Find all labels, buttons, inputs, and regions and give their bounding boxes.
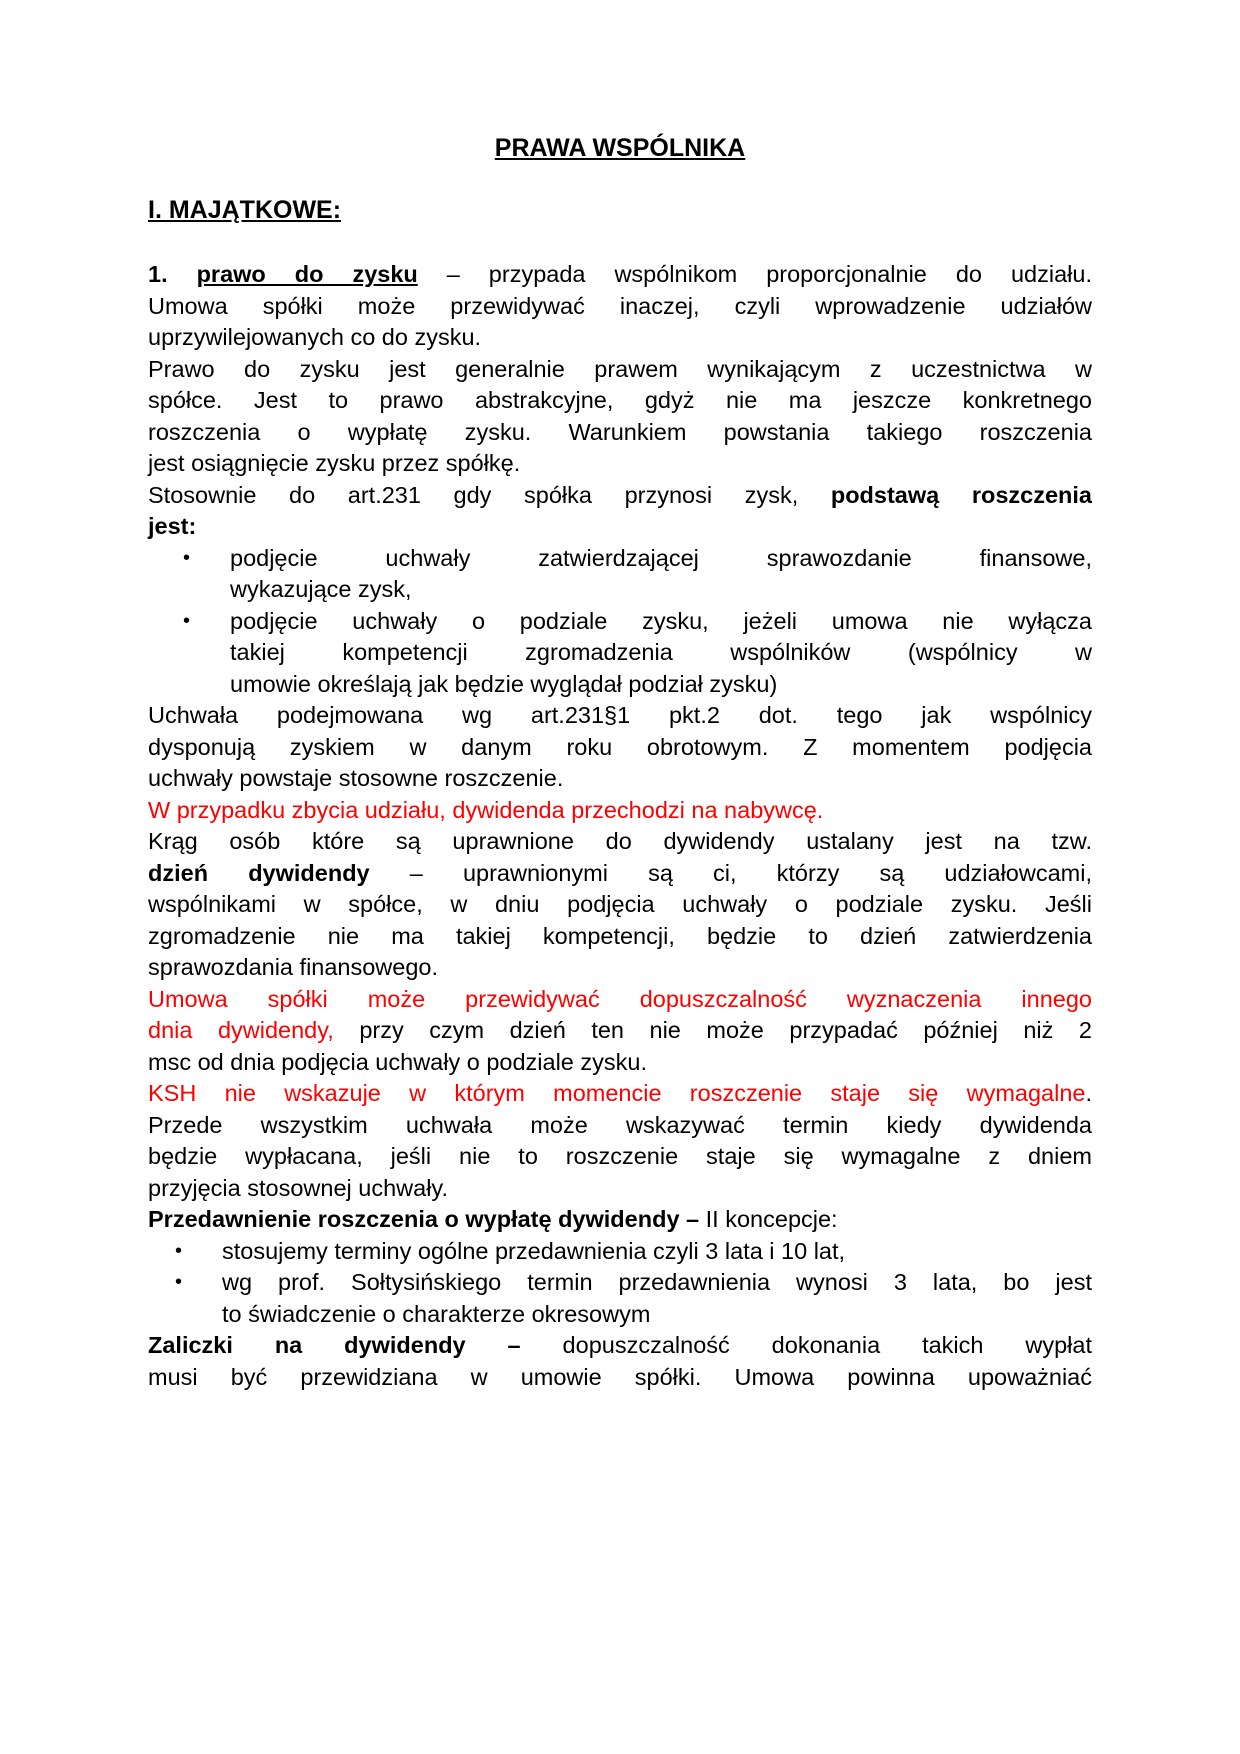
bold-text: jest: bbox=[148, 513, 197, 539]
text-run: msc od dnia podjęcia uchwały o podziale zysku. bbox=[148, 1048, 647, 1075]
text-line bbox=[148, 417, 1092, 449]
document-title: PRAWA WSPÓLNIKA bbox=[494, 134, 746, 162]
text-run: jest osiągnięcie zysku przez spółkę. bbox=[148, 450, 521, 476]
text-run: wykazujące zysk, bbox=[230, 576, 412, 602]
text-line bbox=[148, 1362, 1092, 1394]
text-run: roszczenia o wypłatę zysku. Warunkiem powstania takiego roszczenia bbox=[148, 418, 1092, 445]
text-line bbox=[148, 354, 1092, 386]
text-run: Prawo do zysku jest generalnie prawem wynikającym z uczestnictwa w bbox=[148, 355, 1092, 382]
text-run: podjęcie uchwały o podziale zysku, jeżeli umowa nie wyłącza bbox=[230, 607, 1092, 634]
bold-text: 1. bbox=[148, 261, 197, 287]
text-run: uprzywilejowanych co do zysku. bbox=[148, 324, 482, 350]
text-line bbox=[148, 1204, 1092, 1236]
text-line bbox=[148, 921, 1092, 953]
bullet-icon: • bbox=[175, 1271, 183, 1293]
text-line bbox=[148, 480, 1092, 512]
text-run: będzie wypłacana, jeśli nie to roszczenie staje się wymagalne z dniem bbox=[148, 1143, 1092, 1169]
text-line bbox=[148, 763, 1092, 795]
text-line bbox=[148, 732, 1092, 764]
text-run: – przypada wspólnikom proporcjonalnie do udziału. bbox=[417, 261, 1092, 287]
text-run: Krąg osób które są uprawnione do dywidendy ustalany jest na tzw. bbox=[148, 828, 1092, 854]
bullet-icon: • bbox=[183, 609, 191, 632]
text-line bbox=[148, 952, 1092, 984]
bold-text: prawo do zysku bbox=[196, 261, 418, 287]
bullet-item-line bbox=[183, 606, 1092, 638]
text-run: Stosownie do art.231 gdy spółka przynosi zysk, bbox=[148, 481, 831, 508]
text-run: dopuszczalność dokonania takich wypłat bbox=[520, 1332, 1092, 1358]
text-run: przy czym dzień ten nie może przypadać później niż 2 bbox=[333, 1017, 1092, 1043]
text-run: sprawozdania finansowego. bbox=[148, 954, 439, 980]
text-run: Przede wszystkim uchwała może wskazywać termin kiedy dywidenda bbox=[148, 1111, 1092, 1138]
text-run: przyjęcia stosownej uchwały. bbox=[148, 1174, 448, 1201]
text-run: umowie określają jak będzie wyglądał podział zysku) bbox=[230, 670, 778, 697]
text-run: II koncepcje: bbox=[699, 1206, 838, 1232]
text-line bbox=[230, 574, 1092, 606]
text-line bbox=[148, 511, 1092, 543]
highlighted-text: dnia dywidendy, bbox=[148, 1017, 334, 1043]
text-line bbox=[230, 637, 1092, 669]
text-line bbox=[148, 291, 1092, 323]
highlighted-text: W przypadku zbycia udziału, dywidenda przechodzi na nabywcę. bbox=[148, 796, 824, 823]
bullet-icon: • bbox=[175, 1239, 183, 1262]
text-run: podjęcie uchwały zatwierdzającej sprawozdanie finansowe, bbox=[230, 544, 1092, 571]
text-line bbox=[148, 795, 1092, 827]
text-run: wspólnikami w spółce, w dniu podjęcia uchwały o podziale zysku. Jeśli bbox=[148, 891, 1092, 917]
text-line bbox=[148, 889, 1092, 921]
text-line bbox=[148, 448, 1092, 480]
text-run: zgromadzenie nie ma takiej kompetencji, będzie to dzień zatwierdzenia bbox=[148, 922, 1092, 949]
text-line bbox=[148, 1047, 1092, 1079]
text-line bbox=[148, 1173, 1092, 1205]
text-run: uchwały powstaje stosowne roszczenie. bbox=[148, 765, 564, 791]
text-line bbox=[148, 984, 1092, 1016]
text-line bbox=[148, 322, 1092, 354]
text-line bbox=[222, 1299, 1092, 1331]
text-run: spółce. Jest to prawo abstrakcyjne, gdyż nie ma jeszcze konkretnego bbox=[148, 387, 1092, 413]
bullet-item-line bbox=[175, 1267, 1092, 1299]
bullet-item-line bbox=[175, 1236, 1092, 1268]
text-line bbox=[148, 1110, 1092, 1142]
text-line bbox=[148, 826, 1092, 858]
bold-text: Przedawnienie roszczenia o wypłatę dywidendy – bbox=[148, 1206, 700, 1232]
text-line bbox=[230, 669, 1092, 701]
text-run: . bbox=[1085, 1080, 1092, 1106]
text-run: dysponują zyskiem w danym roku obrotowym. Z momentem podjęcia bbox=[148, 733, 1092, 760]
bold-text: dzień dywidendy bbox=[148, 859, 370, 886]
text-run: musi być przewidziana w umowie spółki. Umowa powinna upoważniać bbox=[148, 1363, 1092, 1390]
text-line bbox=[148, 858, 1092, 890]
text-line bbox=[148, 1330, 1092, 1362]
document-body bbox=[148, 259, 1092, 1393]
bullet-icon: • bbox=[183, 546, 191, 569]
bold-text: podstawą roszczenia bbox=[830, 481, 1092, 508]
text-line bbox=[148, 700, 1092, 732]
text-line bbox=[148, 1078, 1092, 1110]
text-line bbox=[148, 259, 1092, 291]
bold-text: Zaliczki na dywidendy – bbox=[148, 1332, 521, 1358]
text-line bbox=[148, 1015, 1092, 1047]
text-run: Uchwała podejmowana wg art.231§1 pkt.2 dot. tego jak wspólnicy bbox=[148, 702, 1092, 728]
text-line bbox=[148, 385, 1092, 417]
text-run: to świadczenie o charakterze okresowym bbox=[222, 1300, 651, 1327]
text-line bbox=[148, 1141, 1092, 1173]
section-heading: I. MAJĄTKOWE: bbox=[148, 196, 342, 224]
text-run: wg prof. Sołtysińskiego termin przedawnienia wynosi 3 lata, bo jest bbox=[222, 1269, 1092, 1295]
text-run: – uprawnionymi są ci, którzy są udziałowcami, bbox=[369, 859, 1092, 886]
bullet-item-line bbox=[183, 543, 1092, 575]
text-run: takiej kompetencji zgromadzenia wspólników (wspólnicy w bbox=[230, 639, 1092, 665]
highlighted-text: Umowa spółki może przewidywać dopuszczalność wyznaczenia innego bbox=[148, 985, 1092, 1012]
highlighted-text: KSH nie wskazuje w którym momencie roszczenie staje się wymagalne bbox=[148, 1080, 1086, 1106]
text-run: Umowa spółki może przewidywać inaczej, czyli wprowadzenie udziałów bbox=[148, 292, 1092, 319]
text-run: stosujemy terminy ogólne przedawnienia czyli 3 lata i 10 lat, bbox=[222, 1237, 846, 1264]
